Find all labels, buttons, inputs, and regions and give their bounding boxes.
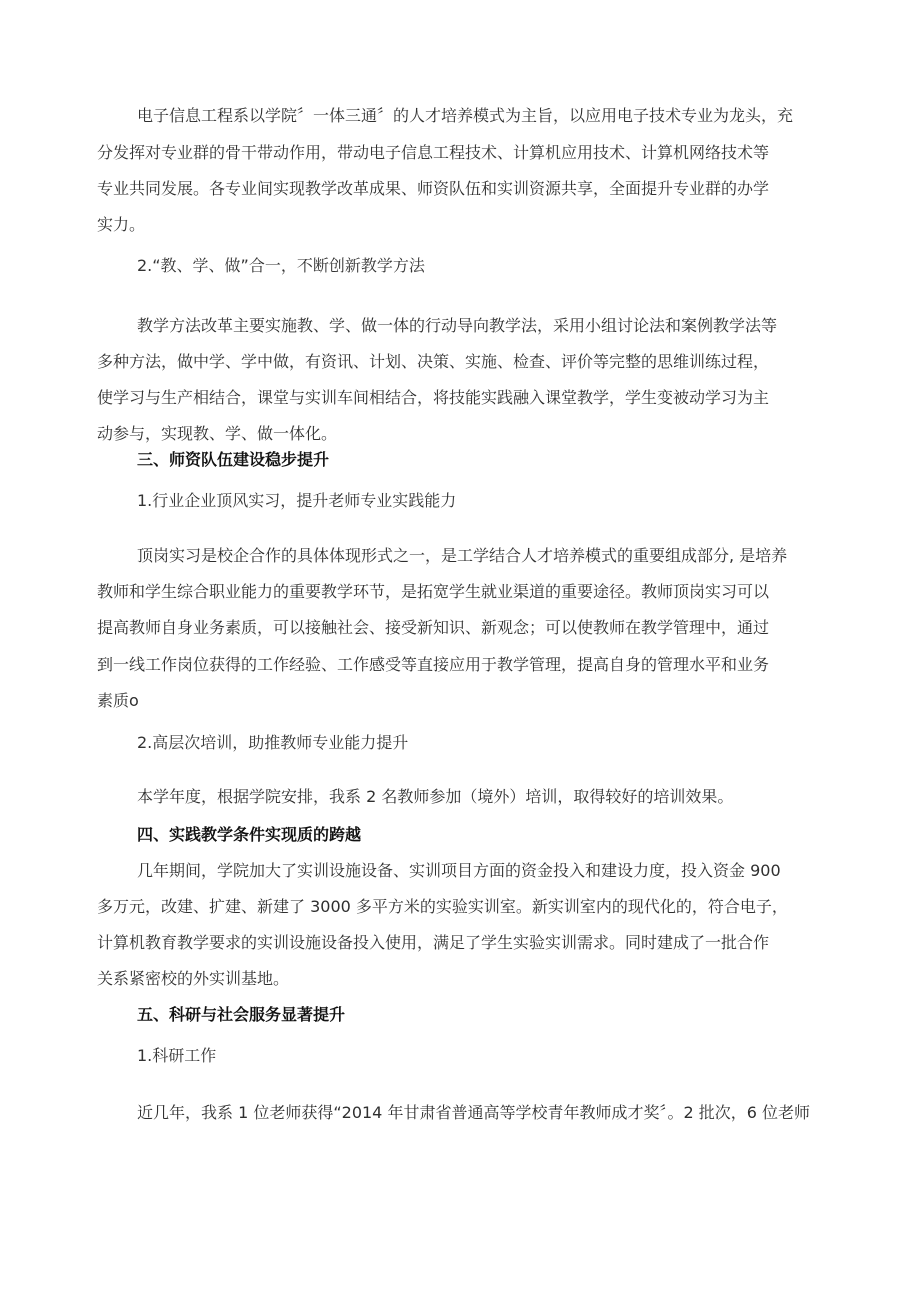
paragraph-3-line-4: 到一线工作岗位获得的工作经验、工作感受等直接应用于教学管理，提高自身的管理水平和业务 <box>97 655 770 674</box>
paragraph-1-line-1: 电子信息工程系以学院〞一体三通〞的人才培养模式为主旨，以应用电子技术专业为龙头，充 <box>137 106 794 125</box>
paragraph-2-line-4: 动参与，实现教、学、做一体化。 <box>97 424 338 443</box>
paragraph-3-line-2: 教师和学生综合职业能力的重要教学环节，是拓宽学生就业渠道的重要途径。教师顶岗实习可以 <box>97 582 770 601</box>
paragraph-5-line-4: 关系紧密校的外实训基地。 <box>97 969 290 988</box>
paragraph-1-line-3: 专业共同发展。各专业间实现教学改革成果、师资队伍和实训资源共享，全面提升专业群的办学 <box>97 179 770 198</box>
section-heading-practice: 四、实践教学条件实现质的跨越 <box>137 825 362 844</box>
paragraph-1-line-2: 分发挥对专业群的骨干带动作用，带动电子信息工程技术、计算机应用技术、计算机网络技术等 <box>97 143 770 162</box>
paragraph-2-line-2: 多种方法，做中学、学中做，有资讯、计划、决策、实施、检查、评价等完整的思维训练过程， <box>97 352 770 371</box>
paragraph-6: 近几年，我系 1 位老师获得“2014 年甘肃省普通高等学校青年教师成才奖〞。2 批次，6 位老师 <box>137 1103 810 1122</box>
paragraph-5-line-1: 几年期间，学院加大了实训设施设备、实训项目方面的资金投入和建设力度，投入资金 900 <box>137 861 781 880</box>
paragraph-1-line-4: 实力。 <box>97 215 146 234</box>
subheading-teaching-method: 2.“教、学、做”合一，不断创新教学方法 <box>137 256 425 275</box>
paragraph-3-line-3: 提高教师自身业务素质，可以接触社会、接受新知识、新观念；可以使教师在教学管理中，通过 <box>97 618 770 637</box>
paragraph-5-line-2: 多万元，改建、扩建、新建了 3000 多平方米的实验实训室。新实训室内的现代化的，符合电子， <box>97 897 788 916</box>
paragraph-5-line-3: 计算机教育教学要求的实训设施设备投入使用，满足了学生实验实训需求。同时建成了一批合作 <box>97 933 770 952</box>
section-heading-research: 五、科研与社会服务显著提升 <box>137 1005 346 1024</box>
subheading-research-work: 1.科研工作 <box>137 1046 217 1065</box>
subheading-internship: 1.行业企业顶风实习，提升老师专业实践能力 <box>137 491 457 510</box>
paragraph-2-line-3: 使学习与生产相结合，课堂与实训车间相结合，将技能实践融入课堂教学，学生变被动学习为主 <box>97 388 770 407</box>
section-heading-faculty: 三、师资队伍建设稳步提升 <box>137 450 330 469</box>
paragraph-2-line-1: 教学方法改革主要实施教、学、做一体的行动导向教学法，采用小组讨论法和案例教学法等 <box>137 316 778 335</box>
paragraph-3-line-5: 素质o <box>97 691 139 710</box>
subheading-training: 2.高层次培训，助推教师专业能力提升 <box>137 733 409 752</box>
paragraph-4: 本学年度，根据学院安排，我系 2 名教师参加（境外）培训，取得较好的培训效果。 <box>137 787 734 806</box>
paragraph-3-line-1: 顶岗实习是校企合作的具体体现形式之一，是工学结合人才培养模式的重要组成部分, 是培养 <box>137 546 788 565</box>
